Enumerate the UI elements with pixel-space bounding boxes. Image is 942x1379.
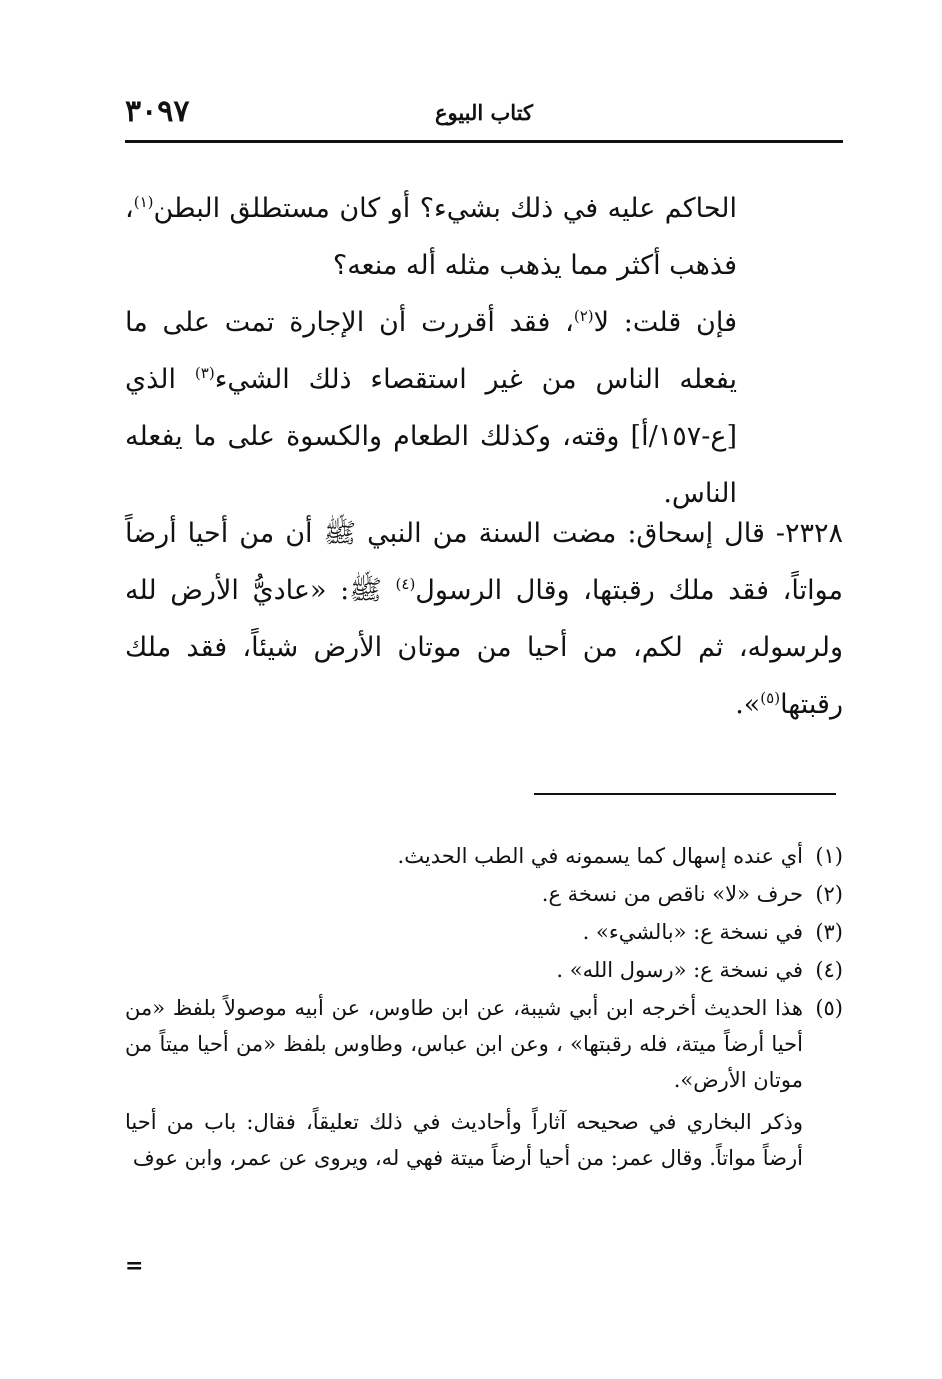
footnote-text: هذا الحديث أخرجه ابن أبي شيبة، عن ابن طاوس، عن أبيه موصولاً بلفظ «من أحيا أرضاً ميتة، فله رقبتها» ، وعن ابن عباس، وطاوس بلفظ «من أحيا ميتاً من موتان الأرض».: [125, 996, 803, 1092]
footnote-number: (١): [815, 844, 843, 868]
hadith-number: ٢٣٢٨-: [775, 518, 843, 549]
footnote-ref-1: (١): [133, 193, 154, 211]
paragraph-1: [125, 180, 737, 522]
footnote-5: [125, 990, 843, 1098]
paragraph-2328: [125, 505, 843, 733]
footnote-text: أي عنده إسهال كما يسمونه في الطب الحديث.: [397, 844, 803, 868]
footnotes: [125, 838, 843, 1176]
footnote-4: [125, 952, 843, 988]
footnote-2: [125, 876, 843, 912]
footnote-text: في نسخة ع: «بالشيء» .: [582, 920, 803, 944]
footnote-5-continuation: وذكر البخاري في صحيحه آثاراً وأحاديث في ذلك تعليقاً، فقال: باب من أحيا أرضاً مواتاً. وقال عمر: من أحيا أرضاً ميتة فهي له، ويروى عن عمر، وابن عوف: [125, 1110, 803, 1170]
footnote-text: حرف «لا» ناقص من نسخة ع.: [541, 882, 803, 906]
continuation-mark: =: [125, 1253, 144, 1279]
page-header: [125, 92, 843, 143]
footnote-number: (٣): [815, 920, 843, 944]
para2-text-a: قال إسحاق: مضت السنة من النبي ﷺ أن من أحيا أرضاً مواتاً، فقد ملك رقبتها، وقال الرسول: [125, 518, 843, 606]
footnote-ref-5: (٥): [760, 689, 781, 707]
para2-text-c: ».: [735, 689, 761, 720]
footnote-ref-3: (٣): [194, 364, 215, 382]
para2-text-b: ﷺ: «عاديُّ الأرض لله ولرسوله، ثم لكم، من أحيا من موتان الأرض شيئاً، فقد ملك رقبتها: [125, 575, 843, 720]
footnote-1: [125, 838, 843, 874]
para1b-text-b: ، فقد أقررت أن الإجارة تمت على ما يفعله الناس من غير استقصاء ذلك الشيء: [125, 307, 737, 395]
para1b-text-c: الذي [ع-١٥٧/أ] وقته، وكذلك الطعام والكسوة على ما يفعله الناس.: [125, 364, 737, 509]
para1b-text-a: فإن قلت: لا: [593, 307, 737, 338]
footnote-text: في نسخة ع: «رسول الله» .: [556, 958, 803, 982]
footnote-3: [125, 914, 843, 950]
footnote-number: (٥): [815, 996, 843, 1020]
footnote-number: (٤): [815, 958, 843, 982]
footnote-ref-2: (٢): [573, 307, 594, 325]
running-title: كتاب البيوع: [434, 100, 534, 125]
page-number: ٣٠٩٧: [125, 94, 190, 129]
footnote-number: (٢): [815, 882, 843, 906]
footnote-ref-4: (٤): [395, 575, 416, 593]
para1-text-b: ، فذهب أكثر مما يذهب مثله أله منعه؟: [125, 193, 737, 281]
para1-text-a: الحاكم عليه في ذلك بشيء؟ أو كان مستطلق البطن: [153, 193, 737, 224]
footnote-separator: [534, 793, 836, 795]
